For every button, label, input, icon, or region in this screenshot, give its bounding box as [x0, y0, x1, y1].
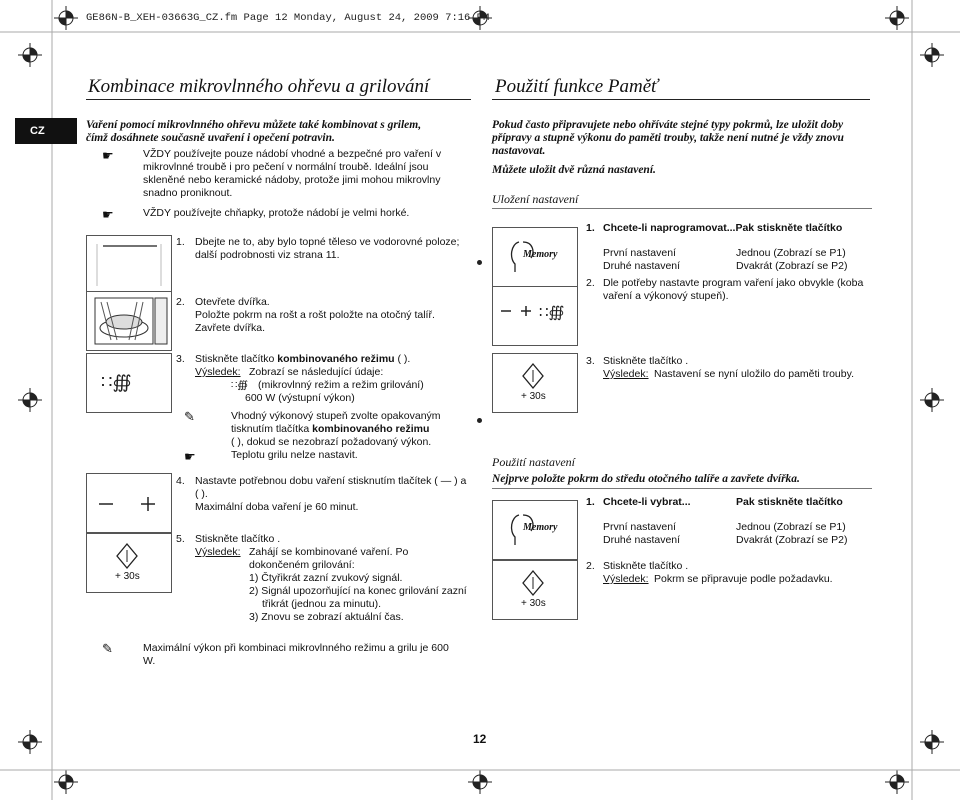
right-title-rule — [492, 99, 870, 100]
step3-line: Stiskněte tlačítko kombinovaného režimu ( ). — [195, 353, 411, 365]
r-step2-line1: Dle potřeby nastavte program vaření jako obvykle (koba — [603, 277, 864, 289]
step3-result-label: Výsledek: — [195, 366, 241, 378]
r-step1-text: Chcete-li naprogramovat...Pak stiskněte tlačítko — [603, 222, 843, 234]
left-title-rule — [86, 99, 471, 100]
bullet-dot — [477, 418, 482, 423]
step5-result5: třikrát (jednou za minutu). — [262, 598, 382, 610]
u-second-press: Dvakrát (Zobrazí se P2) — [736, 534, 848, 546]
start-button-icon — [87, 534, 171, 592]
right-intro-line4: Můžete uložit dvě různá nastavení. — [492, 164, 656, 176]
step4-line3: Maximální doba vaření je 60 minut. — [195, 501, 359, 513]
u-second-label: Druhé nastavení — [603, 534, 681, 546]
step2-number: 2. — [176, 296, 185, 308]
step2-line2: Položte pokrm na rošt a rošt položte na otočný talíř. — [195, 309, 435, 321]
note-icon: ✎ — [184, 409, 195, 424]
combi-grill-icon — [87, 354, 171, 412]
u-first-label: První nastavení — [603, 521, 676, 533]
r-step2-number: 2. — [586, 277, 595, 289]
hand-pointer-icon: ☛ — [102, 207, 114, 222]
r-step3-result: Nastavení se nyní uložilo do paměti trouby. — [654, 368, 854, 380]
step3-note: Teplotu grilu nelze nastavit. — [231, 449, 358, 461]
u-step2-result: Pokrm se připravuje podle požadavku. — [654, 573, 833, 585]
language-tab: CZ — [15, 118, 77, 144]
step5-result1: Zahájí se kombinované vaření. Po — [249, 546, 409, 558]
note-icon: ✎ — [102, 641, 113, 656]
memory-button-panel-2 — [492, 500, 578, 560]
r-step3-number: 3. — [586, 355, 595, 367]
step5-number: 5. — [176, 533, 185, 545]
subheading-save: Uložení nastavení — [492, 192, 579, 206]
step3-tip2: tisknutím tlačítka — [231, 423, 313, 435]
step5-result-label: Výsledek: — [195, 546, 241, 558]
right-title: Použití funkce Paměť — [495, 76, 659, 97]
step5-result6: 3) Znovu se zobrazí aktuální čas. — [249, 611, 404, 623]
step1-line2: další podrobnosti viz strana 11. — [195, 249, 340, 261]
start-button-panel-right — [492, 353, 578, 413]
combi-panel — [492, 286, 578, 346]
u-first-press: Jednou (Zobrazí se P1) — [736, 521, 846, 533]
file-header: GE86N-B_XEH-03663G_CZ.fm Page 12 Monday, August 24, 2009 7:16 PM — [86, 12, 490, 24]
use-instruction: Nejprve položte pokrm do středu otočného talíře a zavřete dvířka. — [492, 473, 800, 485]
start-label: + 30s — [521, 598, 546, 609]
r-step1-number: 1. — [586, 222, 595, 234]
step4-number: 4. — [176, 475, 185, 487]
oven-rack-illustration — [86, 291, 172, 351]
step3-tip1: Vhodný výkonový stupeň zvolte opakovaným — [231, 410, 441, 422]
step3-result3: 600 W (výstupní výkon) — [245, 392, 355, 404]
u-step1-number: 1. — [586, 496, 595, 508]
step1-number: 1. — [176, 236, 185, 248]
right-intro-line2: přípravy a stupně výkonu do paměti trouby, takže není nutné je vždy znovu — [492, 132, 844, 144]
page-number: 12 — [473, 732, 487, 746]
svg-text:∷∰: ∷∰ — [101, 372, 132, 392]
u-step1-a: Chcete-li vybrat... — [603, 496, 691, 508]
step3-result1: Zobrazí se následující údaje: — [249, 366, 384, 378]
left-title: Kombinace mikrovlnného ohřevu a grilování — [88, 76, 430, 97]
u-step2-result-label: Výsledek: — [603, 573, 649, 585]
note2: VŽDY používejte chňapky, protože nádobí je velmi horké. — [143, 207, 410, 219]
combi-grill-icon: ∷∰ — [231, 380, 248, 391]
subheading-use: Použití nastavení — [492, 455, 575, 469]
second-setting-press: Dvakrát (Zobrazí se P2) — [736, 260, 848, 272]
bullet-dot — [477, 260, 482, 265]
note1-line3: skleněné nebo keramické nádoby, protože jimi mohou mikrovlny — [143, 174, 441, 186]
first-setting-label: První nastavení — [603, 247, 676, 259]
u-step2-text: Stiskněte tlačítko . — [603, 560, 689, 572]
step5-result3: 1) Čtyřikrát zazní zvukový signál. — [249, 572, 403, 584]
step2-line1: Otevřete dvířka. — [195, 296, 270, 308]
note1-line4: snadno proniknout. — [143, 187, 233, 199]
u-step2-number: 2. — [586, 560, 595, 572]
subheading-rule — [492, 488, 872, 489]
hand-pointer-icon: ☛ — [102, 148, 114, 163]
memory-button-panel — [492, 227, 578, 287]
oven-heater-illustration — [86, 235, 172, 292]
step4-line1: Nastavte potřebnou dobu vaření stisknutím tlačítek ( — ) a — [195, 475, 467, 487]
right-intro-line1: Pokud často připravujete nebo ohříváte stejné typy pokrmů, lze uložit doby — [492, 119, 844, 131]
hand-pointer-icon: ☛ — [184, 449, 196, 464]
u-step1-b: Pak stiskněte tlačítko — [736, 496, 843, 508]
step1-line1: Dbejte ne to, aby bylo topné těleso ve vodorovné poloze; — [195, 236, 460, 248]
left-intro-line1: Vaření pomocí mikrovlnného ohřevu můžete také kombinovat s grilem, — [86, 119, 422, 131]
second-setting-label: Druhé nastavení — [603, 260, 681, 272]
memory-label: Memory — [523, 522, 558, 533]
start-label: + 30s — [115, 571, 140, 582]
bottom-note-line1: Maximální výkon při kombinaci mikrovlnného režimu a grilu je 600 — [143, 642, 449, 654]
svg-text:∷∰: ∷∰ — [539, 304, 565, 321]
start-button-icon — [493, 561, 577, 619]
step3-number: 3. — [176, 353, 185, 365]
step4-line2: ( ). — [195, 488, 208, 500]
r-step3-text: Stiskněte tlačítko . — [603, 355, 689, 367]
start-button-panel-right-2 — [492, 560, 578, 620]
left-intro-line2: čímž dosáhnete současně uvaření i opečení potravin. — [86, 132, 335, 144]
start-button-icon — [493, 354, 577, 412]
step5-result2: dokončeném grilování: — [249, 559, 355, 571]
step5-line1: Stiskněte tlačítko . — [195, 533, 281, 545]
memory-label: Memory — [523, 249, 558, 260]
start-button-panel — [86, 533, 172, 593]
note1-line1: VŽDY používejte pouze nádobí vhodné a bezpečné pro vaření v — [143, 148, 442, 160]
bottom-note-line2: W. — [143, 655, 156, 667]
first-setting-press: Jednou (Zobrazí se P1) — [736, 247, 846, 259]
step3-result2: (mikrovlnný režim a režim grilování) — [258, 379, 424, 391]
start-label: + 30s — [521, 391, 546, 402]
time-buttons-panel — [86, 473, 172, 533]
right-intro-line3: nastavovat. — [492, 145, 546, 157]
r-step2-line2: vaření a výkonový stupeň). — [603, 290, 729, 302]
note1-line2: mikrovlnné troubě i pro pečení v normální troubě. Ideální jsou — [143, 161, 429, 173]
r-step3-result-label: Výsledek: — [603, 368, 649, 380]
step5-result4: 2) Signál upozorňující na konec grilování zazní — [249, 585, 467, 597]
subheading-rule — [492, 208, 872, 209]
step2-line3: Zavřete dvířka. — [195, 322, 266, 334]
step3-tip3: ( ), dokud se nezobrazí požadovaný výkon. — [231, 436, 432, 448]
combi-button-panel — [86, 353, 172, 413]
